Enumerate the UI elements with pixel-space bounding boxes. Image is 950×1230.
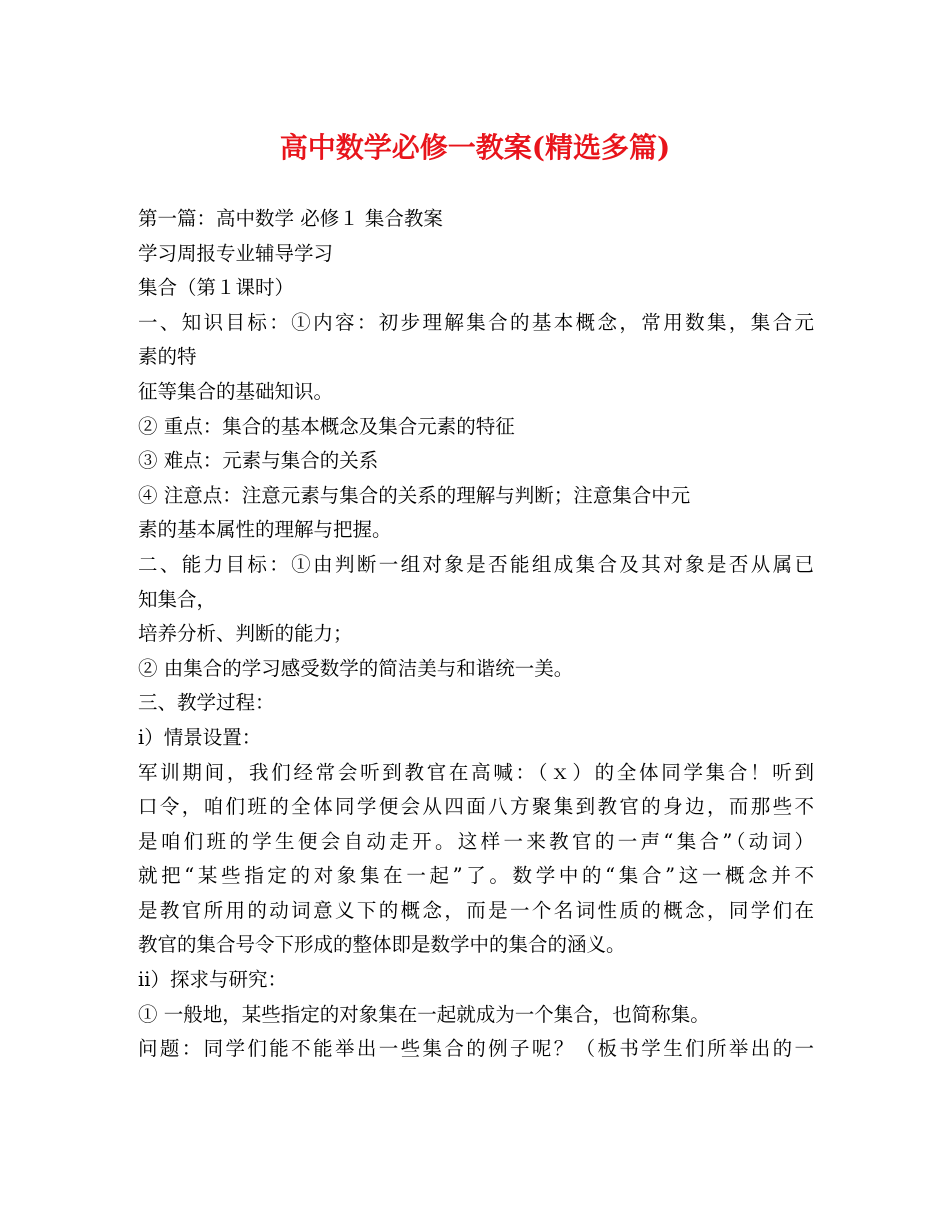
text-line: 是咱们班的学生便会自动走开。这样一来教官的一声“集合”（动词）	[138, 829, 814, 853]
text-line: ① 一般地，某些指定的对象集在一起就成为一个集合，也简称集。	[138, 1002, 710, 1026]
text-line: ④ 注意点：注意元素与集合的关系的理解与判断；注意集合中元	[138, 483, 691, 507]
text-line: 集合（第１课时）	[138, 276, 295, 300]
text-line: 三、教学过程：	[138, 691, 275, 715]
text-line: ② 由集合的学习感受数学的简洁美与和谐统一美。	[138, 656, 574, 680]
text-line: ⅱ）探求与研究：	[138, 968, 287, 992]
text-line: ② 重点：集合的基本概念及集合元素的特征	[138, 414, 515, 438]
document-body	[138, 202, 814, 1067]
text-line: 素的基本属性的理解与把握。	[138, 518, 392, 542]
text-line: 知集合，	[138, 587, 217, 611]
text-line: 学习周报专业辅导学习	[138, 241, 334, 265]
text-line: 军训期间，我们经常会听到教官在高喊：（ｘ）的全体同学集合！听到	[138, 760, 814, 784]
text-line: 素的特	[138, 345, 197, 369]
text-line: 二、能力目标：①由判断一组对象是否能组成集合及其对象是否从属已	[138, 552, 814, 576]
text-line: 问题：同学们能不能举出一些集合的例子呢？（板书学生们所举出的一	[138, 1037, 814, 1061]
text-line: 一、知识目标：①内容：初步理解集合的基本概念，常用数集，集合元	[138, 310, 814, 334]
text-line: 教官的集合号令下形成的整体即是数学中的集合的涵义。	[138, 933, 626, 957]
text-line: ⅰ）情景设置：	[138, 725, 262, 749]
text-line: 就把“某些指定的对象集在一起”了。数学中的“集合”这一概念并不	[138, 864, 814, 888]
text-line: 是教官所用的动词意义下的概念，而是一个名词性质的概念，同学们在	[138, 898, 814, 922]
text-line: 口令，咱们班的全体同学便会从四面八方聚集到教官的身边，而那些不	[138, 795, 814, 819]
text-line: 第一篇：高中数学 必修１ 集合教案	[138, 207, 443, 230]
text-line: ③ 难点：元素与集合的关系	[138, 449, 379, 473]
text-line: 征等集合的基础知识。	[138, 379, 334, 403]
document-title: 高中数学必修一教案(精选多篇)	[279, 131, 671, 164]
text-line: 培养分析、判断的能力；	[138, 622, 353, 646]
